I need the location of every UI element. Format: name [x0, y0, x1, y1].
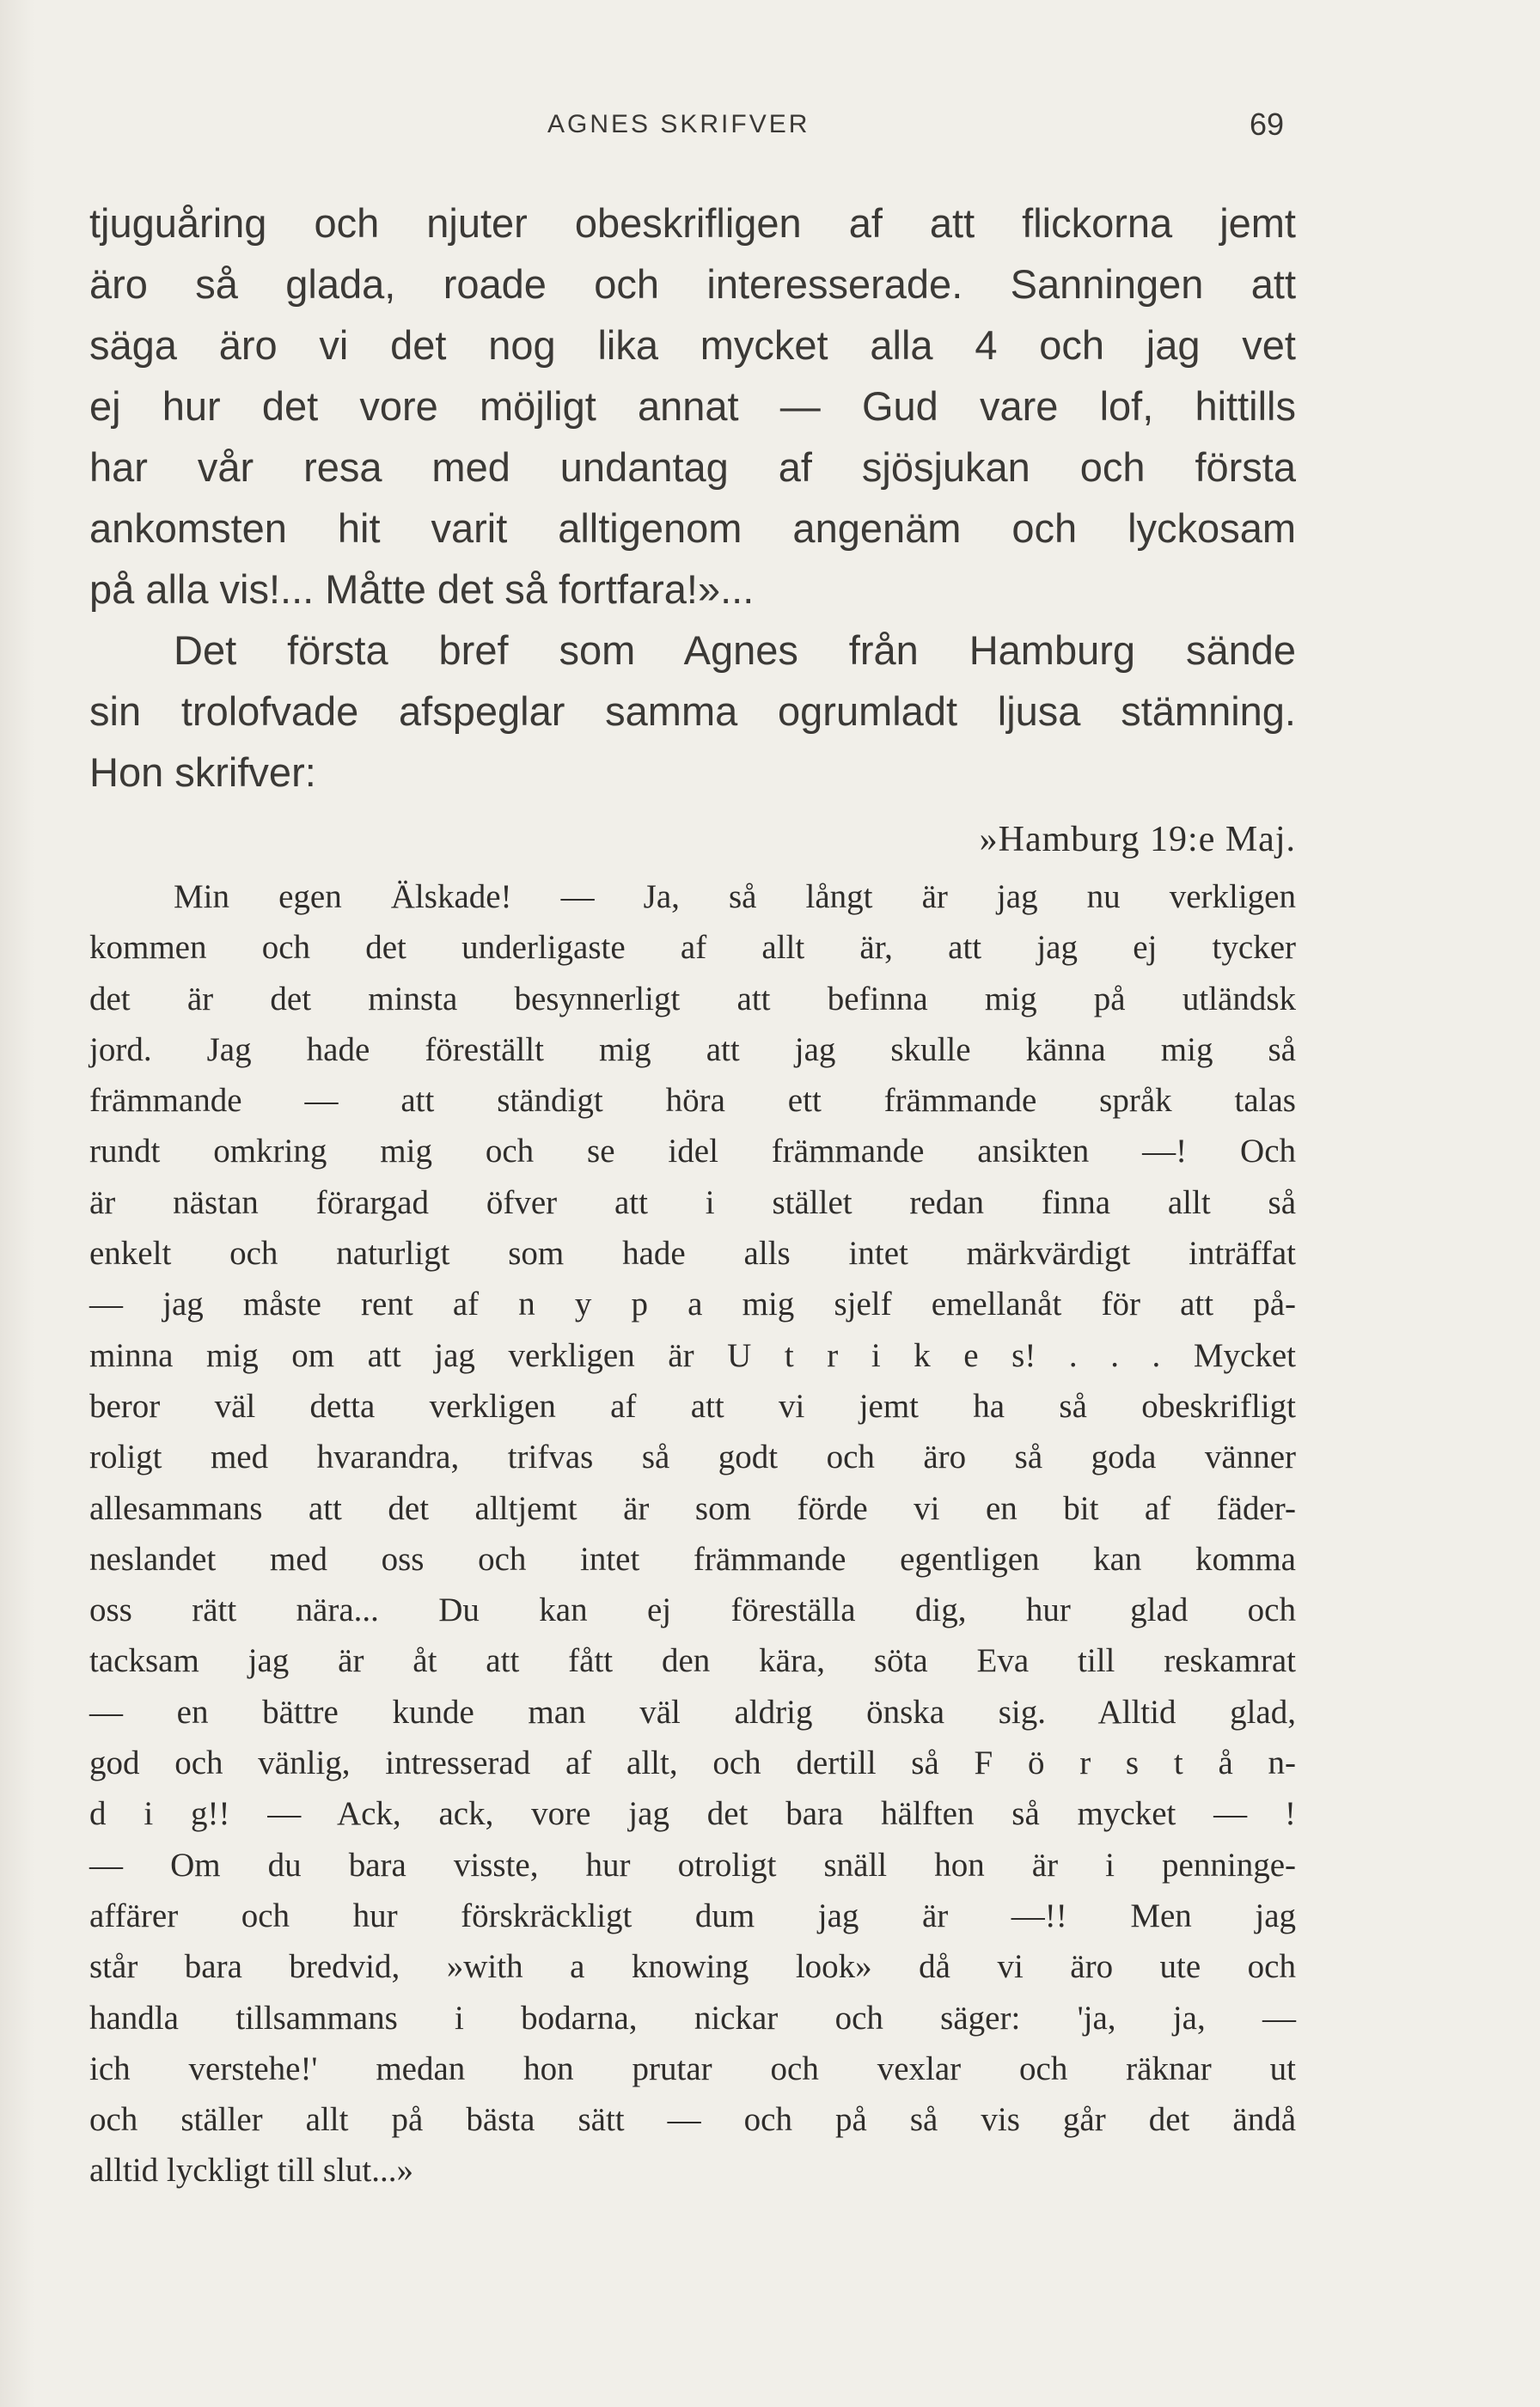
letter-line: tacksam jag är åt att fått den kära, söta Eva till reskamrat	[89, 1642, 1296, 1680]
letter-line: neslandet med oss och intet främmande egentligen kan komma	[89, 1540, 1296, 1578]
letter-line: d i g!! — Ack, ack, vore jag det bara hälften så mycket — !	[89, 1795, 1296, 1833]
letter-line: står bara bredvid, »with a knowing look» då vi äro ute och	[89, 1948, 1296, 1986]
letter-line: alltid lyckligt till slut...»	[89, 2152, 413, 2190]
letter-line: — Om du bara visste, hur otroligt snäll hon är i penninge-	[89, 1846, 1296, 1884]
letter-dateline: »Hamburg 19:e Maj.	[979, 820, 1296, 859]
letter-line: roligt med hvarandra, trifvas så godt och äro så goda vänner	[89, 1439, 1296, 1476]
letter-line: och ställer allt på bästa sätt — och på så vis går det ändå	[89, 2101, 1296, 2139]
letter-line: rundt omkring mig och se idel främmande ansikten —! Och	[89, 1133, 1296, 1170]
letter-line: det är det minsta besynnerligt att befinna mig på utländsk	[89, 980, 1296, 1017]
text-line: har vår resa med undantag af sjösjukan och första	[89, 444, 1296, 490]
letter-line: kommen och det underligaste af allt är, att jag ej tycker	[89, 929, 1296, 967]
letter-line: beror väl detta verkligen af att vi jemt ha så obeskrifligt	[89, 1387, 1296, 1425]
letter-line: Min egen Älskade! — Ja, så långt är jag nu verkligen	[174, 878, 1296, 915]
text-line: på alla vis!... Måtte det så fortfara!»...	[89, 566, 755, 612]
page-number: 69	[1250, 107, 1285, 142]
letter-line: är nästan förargad öfver att i stället redan finna allt så	[89, 1183, 1296, 1221]
letter-line: oss rätt nära... Du kan ej föreställa dig, hur glad och	[89, 1591, 1296, 1629]
text-line: ej hur det vore möjligt annat — Gud vare lof, hittills	[89, 383, 1296, 429]
letter-line: jord. Jag hade föreställt mig att jag skulle känna mig så	[89, 1030, 1296, 1068]
text-line: säga äro vi det nog lika mycket alla 4 och jag vet	[89, 322, 1296, 368]
letter-line: enkelt och naturligt som hade alls intet märkvärdigt inträffat	[89, 1235, 1296, 1273]
letter-line: handla tillsammans i bodarna, nickar och säger: 'ja, ja, —	[89, 1999, 1296, 2037]
text-line: ankomsten hit varit alltigenom angenäm och lyckosam	[89, 505, 1296, 551]
letter-line: ich verstehe!' medan hon prutar och vexlar och räknar ut	[89, 2050, 1296, 2087]
narrative-text	[89, 192, 1296, 803]
text-line: äro så glada, roade och interesserade. Sanningen att	[89, 261, 1296, 307]
letter-line: främmande — att ständigt höra ett främmande språk talas	[89, 1082, 1296, 1120]
letter-line: — jag måste rent af n y p a mig sjelf emellanåt för att på-	[89, 1286, 1296, 1323]
text-line: sin trolofvade afspeglar samma ogrumladt ljusa stämning.	[89, 688, 1296, 734]
text-line: tjuguåring och njuter obeskrifligen af att flickorna jemt	[89, 200, 1296, 246]
letter-line: affärer och hur förskräckligt dum jag är —!! Men jag	[89, 1897, 1296, 1934]
letter-line: — en bättre kunde man väl aldrig önska sig. Alltid glad,	[89, 1693, 1296, 1731]
page-gutter	[0, 0, 34, 2407]
running-title: AGNES SKRIFVER	[547, 110, 810, 138]
text-line: Hon skrifver:	[89, 749, 316, 795]
letter-line: minna mig om att jag verkligen är U t r i k e s! . . . Mycket	[89, 1336, 1296, 1374]
text-line: Det första bref som Agnes från Hamburg sände	[174, 627, 1296, 673]
running-header	[0, 107, 1540, 148]
quoted-letter	[89, 815, 1296, 2196]
letter-line: god och vänlig, intresserad af allt, och dertill så F ö r s t å n-	[89, 1744, 1296, 1782]
letter-line: allesammans att det alltjemt är som förde vi en bit af fäder-	[89, 1489, 1296, 1527]
